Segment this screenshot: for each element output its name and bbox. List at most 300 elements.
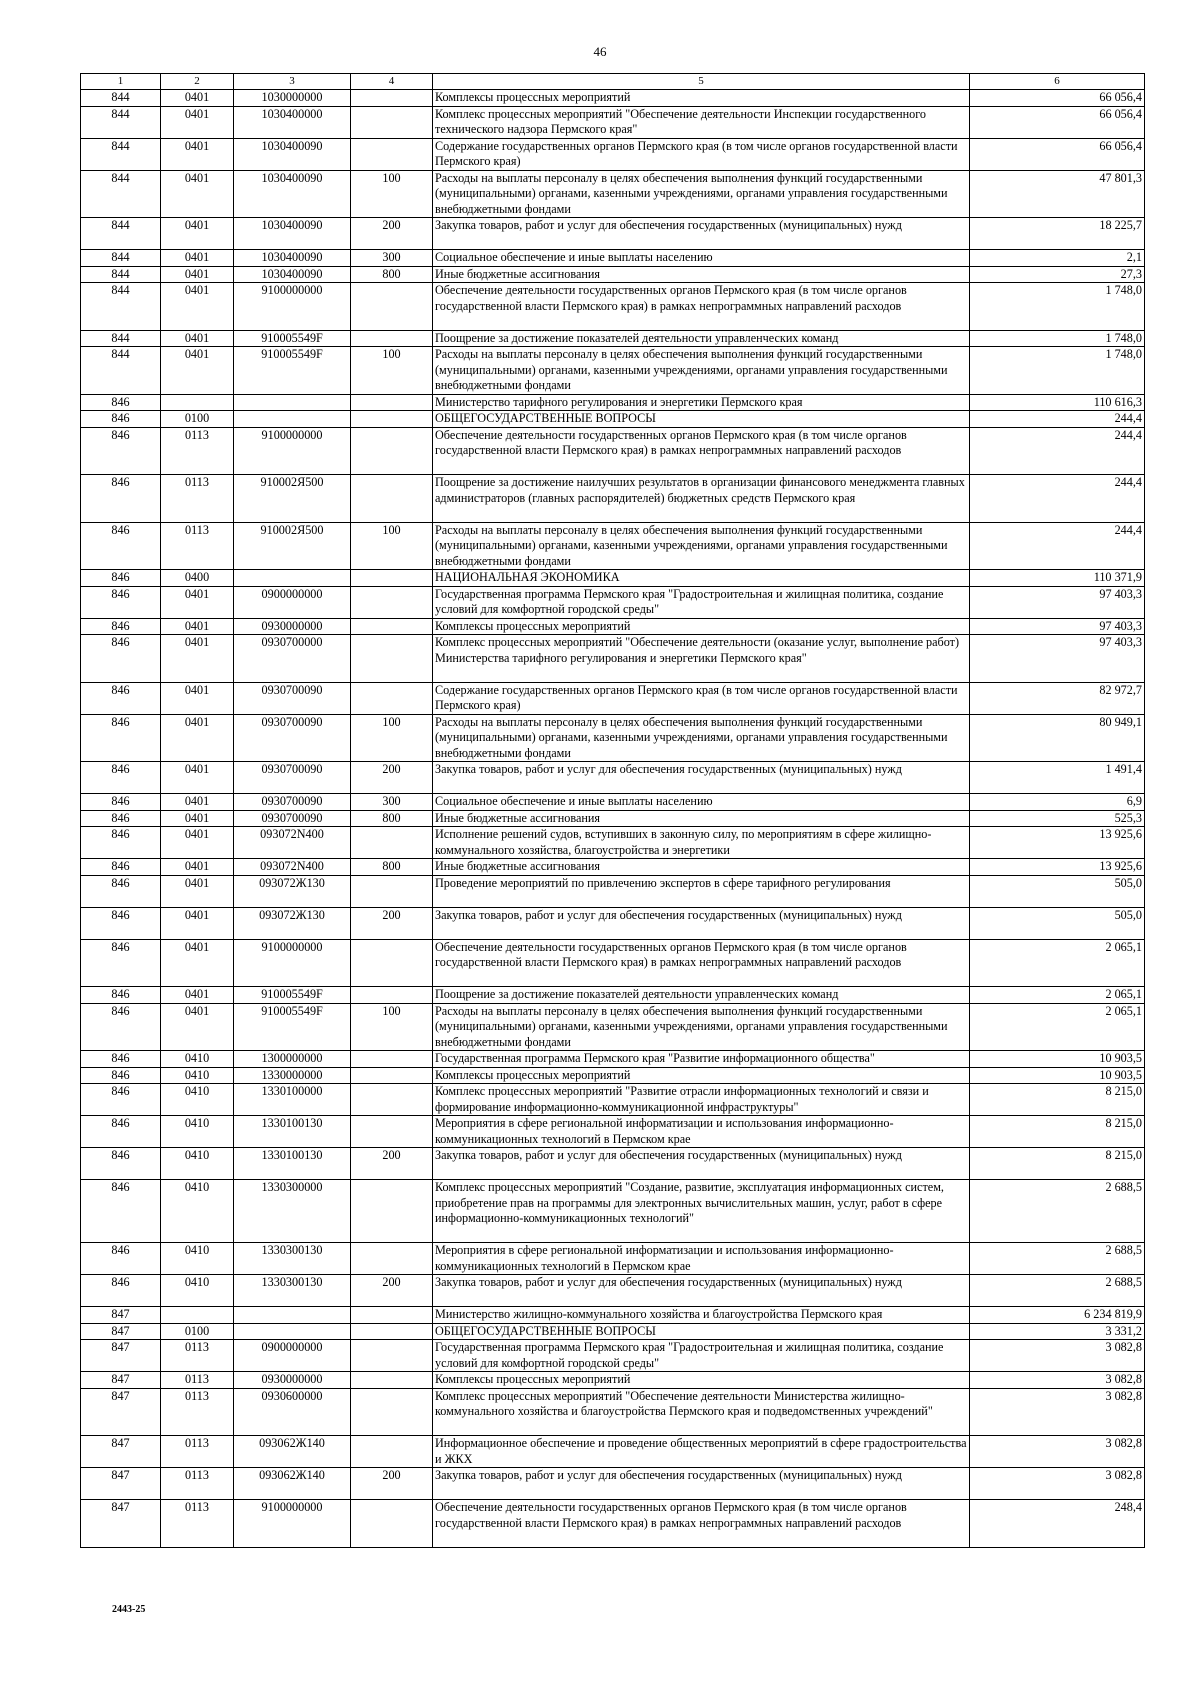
amount-cell: 3 331,2 [970, 1323, 1145, 1340]
description-cell: Содержание государственных органов Пермского края (в том числе органов государственной власти Пермского края) [433, 682, 970, 714]
target-article-cell: 0930700090 [234, 810, 351, 827]
section-code-cell: 0401 [161, 90, 234, 107]
description-cell: Комплекс процессных мероприятий "Обеспечение деятельности Инспекции государственного технического надзора Пермского края" [433, 106, 970, 138]
description-cell: Поощрение за достижение показателей деятельности управленческих команд [433, 330, 970, 347]
expense-type-cell [351, 1323, 433, 1340]
ministry-code-cell: 846 [81, 810, 161, 827]
ministry-code-cell: 846 [81, 522, 161, 570]
target-article-cell: 1030400090 [234, 138, 351, 170]
expense-type-cell: 100 [351, 347, 433, 395]
section-code-cell: 0401 [161, 907, 234, 939]
section-code-cell: 0401 [161, 682, 234, 714]
amount-cell: 2 688,5 [970, 1243, 1145, 1275]
section-code-cell: 0401 [161, 859, 234, 876]
expense-type-cell [351, 586, 433, 618]
amount-cell: 13 925,6 [970, 859, 1145, 876]
target-article-cell: 093062Ж140 [234, 1436, 351, 1468]
ministry-code-cell: 846 [81, 475, 161, 523]
amount-cell: 13 925,6 [970, 827, 1145, 859]
expense-type-cell [351, 1340, 433, 1372]
target-article-cell: 1030400090 [234, 170, 351, 218]
expense-type-cell [351, 1051, 433, 1068]
target-article-cell: 9100000000 [234, 1500, 351, 1548]
description-cell: НАЦИОНАЛЬНАЯ ЭКОНОМИКА [433, 570, 970, 587]
ministry-code-cell: 846 [81, 762, 161, 794]
description-cell: Мероприятия в сфере региональной информатизации и использования информационно-коммуникационных технологий в Пермском крае [433, 1116, 970, 1148]
description-cell: Поощрение за достижение наилучших результатов в организации финансового менеджмента главных администраторов (главных распорядителей) бюджетных средств Пермского края [433, 475, 970, 523]
table-row [81, 1340, 1145, 1372]
header-cell-6: 6 [970, 74, 1145, 90]
section-code-cell: 0401 [161, 266, 234, 283]
description-cell: Обеспечение деятельности государственных органов Пермского края (в том числе органов государственной власти Пермского края) в рамках непрограммных направлений расходов [433, 939, 970, 987]
expense-type-cell: 800 [351, 810, 433, 827]
amount-cell: 244,4 [970, 411, 1145, 428]
section-code-cell: 0401 [161, 106, 234, 138]
section-code-cell: 0401 [161, 347, 234, 395]
expense-type-cell [351, 1500, 433, 1548]
expense-type-cell: 200 [351, 907, 433, 939]
target-article-cell: 1030400000 [234, 106, 351, 138]
expense-type-cell [351, 682, 433, 714]
target-article-cell: 1330300130 [234, 1275, 351, 1307]
amount-cell: 8 215,0 [970, 1116, 1145, 1148]
expense-type-cell [351, 475, 433, 523]
target-article-cell: 093072N400 [234, 859, 351, 876]
description-cell: Обеспечение деятельности государственных органов Пермского края (в том числе органов государственной власти Пермского края) в рамках непрограммных направлений расходов [433, 427, 970, 475]
section-code-cell: 0401 [161, 218, 234, 250]
section-code-cell: 0401 [161, 635, 234, 683]
amount-cell: 6 234 819,9 [970, 1307, 1145, 1324]
description-cell: Закупка товаров, работ и услуг для обеспечения государственных (муниципальных) нужд [433, 1275, 970, 1307]
description-cell: Комплекс процессных мероприятий "Обеспечение деятельности (оказание услуг, выполнение работ) Министерства тарифного регулирования и энергетики Пермского края" [433, 635, 970, 683]
ministry-code-cell: 844 [81, 106, 161, 138]
ministry-code-cell: 844 [81, 266, 161, 283]
table-row [81, 810, 1145, 827]
ministry-code-cell: 844 [81, 330, 161, 347]
expense-type-cell [351, 635, 433, 683]
description-cell: Закупка товаров, работ и услуг для обеспечения государственных (муниципальных) нужд [433, 1148, 970, 1180]
section-code-cell: 0113 [161, 1340, 234, 1372]
description-cell: Расходы на выплаты персоналу в целях обеспечения выполнения функций государственными (муниципальными) органами, казенными учреждениями, органами управления государственными внебюджетными фондами [433, 714, 970, 762]
section-code-cell: 0410 [161, 1051, 234, 1068]
expense-type-cell [351, 283, 433, 331]
table-row [81, 411, 1145, 428]
amount-cell: 2 688,5 [970, 1180, 1145, 1243]
ministry-code-cell: 846 [81, 827, 161, 859]
table-row [81, 1051, 1145, 1068]
expense-type-cell [351, 330, 433, 347]
expense-type-cell [351, 1243, 433, 1275]
section-code-cell: 0113 [161, 475, 234, 523]
amount-cell: 3 082,8 [970, 1436, 1145, 1468]
table-row [81, 1116, 1145, 1148]
amount-cell: 3 082,8 [970, 1372, 1145, 1389]
table-row [81, 106, 1145, 138]
description-cell: Комплекс процессных мероприятий "Развитие отрасли информационных технологий и связи и формирование информационно-коммуникационной инфраструктуры" [433, 1084, 970, 1116]
description-cell: Иные бюджетные ассигнования [433, 266, 970, 283]
amount-cell: 110 616,3 [970, 394, 1145, 411]
description-cell: Закупка товаров, работ и услуг для обеспечения государственных (муниципальных) нужд [433, 218, 970, 250]
target-article-cell: 1330300130 [234, 1243, 351, 1275]
target-article-cell: 1300000000 [234, 1051, 351, 1068]
amount-cell: 97 403,3 [970, 618, 1145, 635]
table-row [81, 1067, 1145, 1084]
target-article-cell [234, 1323, 351, 1340]
section-code-cell: 0410 [161, 1275, 234, 1307]
target-article-cell [234, 411, 351, 428]
section-code-cell: 0401 [161, 618, 234, 635]
expense-type-cell [351, 875, 433, 907]
expense-type-cell [351, 1388, 433, 1436]
amount-cell: 244,4 [970, 475, 1145, 523]
section-code-cell: 0401 [161, 250, 234, 267]
ministry-code-cell: 846 [81, 394, 161, 411]
ministry-code-cell: 847 [81, 1340, 161, 1372]
ministry-code-cell: 844 [81, 138, 161, 170]
target-article-cell: 0930700000 [234, 635, 351, 683]
footer-code: 2443-25 [112, 1604, 146, 1615]
table-row [81, 907, 1145, 939]
amount-cell: 244,4 [970, 427, 1145, 475]
ministry-code-cell: 846 [81, 939, 161, 987]
target-article-cell: 0900000000 [234, 586, 351, 618]
section-code-cell: 0113 [161, 427, 234, 475]
table-row [81, 1084, 1145, 1116]
expense-type-cell [351, 1180, 433, 1243]
ministry-code-cell: 846 [81, 586, 161, 618]
description-cell: Социальное обеспечение и иные выплаты населению [433, 794, 970, 811]
table-row [81, 1500, 1145, 1548]
amount-cell: 6,9 [970, 794, 1145, 811]
description-cell: Комплексы процессных мероприятий [433, 618, 970, 635]
table-row [81, 987, 1145, 1004]
target-article-cell: 0900000000 [234, 1340, 351, 1372]
section-code-cell: 0113 [161, 1500, 234, 1548]
ministry-code-cell: 846 [81, 682, 161, 714]
amount-cell: 97 403,3 [970, 635, 1145, 683]
target-article-cell: 093072N400 [234, 827, 351, 859]
section-code-cell: 0401 [161, 138, 234, 170]
target-article-cell: 910005549F [234, 347, 351, 395]
expense-type-cell: 200 [351, 762, 433, 794]
target-article-cell: 1330300000 [234, 1180, 351, 1243]
table-row [81, 682, 1145, 714]
expense-type-cell [351, 987, 433, 1004]
section-code-cell: 0401 [161, 586, 234, 618]
table-row [81, 570, 1145, 587]
target-article-cell: 1030400090 [234, 266, 351, 283]
amount-cell: 18 225,7 [970, 218, 1145, 250]
section-code-cell: 0410 [161, 1084, 234, 1116]
table-row [81, 635, 1145, 683]
ministry-code-cell: 846 [81, 1067, 161, 1084]
ministry-code-cell: 846 [81, 427, 161, 475]
description-cell: Обеспечение деятельности государственных органов Пермского края (в том числе органов государственной власти Пермского края) в рамках непрограммных направлений расходов [433, 283, 970, 331]
expense-type-cell: 200 [351, 1148, 433, 1180]
table-row [81, 266, 1145, 283]
expense-type-cell [351, 411, 433, 428]
description-cell: Комплекс процессных мероприятий "Обеспечение деятельности Министерства жилищно-коммунального хозяйства и благоустройства Пермского края и подведомственных учреждений" [433, 1388, 970, 1436]
amount-cell: 1 748,0 [970, 283, 1145, 331]
header-cell-2: 2 [161, 74, 234, 90]
section-code-cell: 0410 [161, 1116, 234, 1148]
ministry-code-cell: 844 [81, 347, 161, 395]
target-article-cell: 0930700090 [234, 714, 351, 762]
section-code-cell: 0401 [161, 170, 234, 218]
target-article-cell: 093072Ж130 [234, 875, 351, 907]
header-cell-4: 4 [351, 74, 433, 90]
table-row [81, 1003, 1145, 1051]
ministry-code-cell: 847 [81, 1307, 161, 1324]
target-article-cell: 093062Ж140 [234, 1468, 351, 1500]
ministry-code-cell: 846 [81, 1084, 161, 1116]
ministry-code-cell: 846 [81, 570, 161, 587]
table-row [81, 347, 1145, 395]
ministry-code-cell: 846 [81, 987, 161, 1004]
table-row [81, 714, 1145, 762]
amount-cell: 66 056,4 [970, 138, 1145, 170]
target-article-cell: 9100000000 [234, 427, 351, 475]
amount-cell: 505,0 [970, 907, 1145, 939]
expense-type-cell [351, 1116, 433, 1148]
target-article-cell: 0930700090 [234, 682, 351, 714]
section-code-cell: 0401 [161, 283, 234, 331]
table-row [81, 1180, 1145, 1243]
amount-cell: 10 903,5 [970, 1051, 1145, 1068]
expense-type-cell [351, 138, 433, 170]
ministry-code-cell: 844 [81, 250, 161, 267]
expense-type-cell: 100 [351, 170, 433, 218]
description-cell: Комплексы процессных мероприятий [433, 90, 970, 107]
description-cell: Расходы на выплаты персоналу в целях обеспечения выполнения функций государственными (муниципальными) органами, казенными учреждениями, органами управления государственными внебюджетными фондами [433, 522, 970, 570]
section-code-cell: 0401 [161, 810, 234, 827]
section-code-cell: 0401 [161, 762, 234, 794]
section-code-cell: 0401 [161, 1003, 234, 1051]
table-row [81, 586, 1145, 618]
expense-type-cell [351, 427, 433, 475]
expense-type-cell [351, 1067, 433, 1084]
amount-cell: 1 748,0 [970, 330, 1145, 347]
target-article-cell: 0930000000 [234, 1372, 351, 1389]
description-cell: Мероприятия в сфере региональной информатизации и использования информационно-коммуникационных технологий в Пермском крае [433, 1243, 970, 1275]
table-row [81, 1372, 1145, 1389]
description-cell: Министерство тарифного регулирования и энергетики Пермского края [433, 394, 970, 411]
table-row [81, 1148, 1145, 1180]
description-cell: Комплекс процессных мероприятий "Создание, развитие, эксплуатация информационных систем, приобретение прав на программы для электронных вычислительных машин, услуг, работ в сфере информационно-коммуникационных технологий" [433, 1180, 970, 1243]
description-cell: Содержание государственных органов Пермского края (в том числе органов государственной власти Пермского края) [433, 138, 970, 170]
section-code-cell: 0113 [161, 1436, 234, 1468]
expense-type-cell: 800 [351, 266, 433, 283]
target-article-cell [234, 394, 351, 411]
ministry-code-cell: 846 [81, 618, 161, 635]
expense-type-cell [351, 90, 433, 107]
target-article-cell [234, 570, 351, 587]
description-cell: Социальное обеспечение и иные выплаты населению [433, 250, 970, 267]
table-row [81, 618, 1145, 635]
description-cell: Расходы на выплаты персоналу в целях обеспечения выполнения функций государственными (муниципальными) органами, казенными учреждениями, органами управления государственными внебюджетными фондами [433, 170, 970, 218]
description-cell: ОБЩЕГОСУДАРСТВЕННЫЕ ВОПРОСЫ [433, 1323, 970, 1340]
table-row [81, 827, 1145, 859]
ministry-code-cell: 847 [81, 1500, 161, 1548]
amount-cell: 8 215,0 [970, 1148, 1145, 1180]
expense-type-cell: 200 [351, 1468, 433, 1500]
amount-cell: 244,4 [970, 522, 1145, 570]
section-code-cell: 0401 [161, 875, 234, 907]
table-row [81, 1243, 1145, 1275]
section-code-cell: 0113 [161, 1372, 234, 1389]
expense-type-cell: 200 [351, 218, 433, 250]
table-row [81, 1307, 1145, 1324]
expense-type-cell: 100 [351, 714, 433, 762]
target-article-cell: 910005549F [234, 1003, 351, 1051]
target-article-cell: 1330100000 [234, 1084, 351, 1116]
description-cell: Поощрение за достижение показателей деятельности управленческих команд [433, 987, 970, 1004]
ministry-code-cell: 844 [81, 218, 161, 250]
budget-table [80, 73, 1145, 1548]
section-code-cell: 0401 [161, 330, 234, 347]
table-row [81, 138, 1145, 170]
target-article-cell: 1030000000 [234, 90, 351, 107]
table-row [81, 1468, 1145, 1500]
section-code-cell: 0400 [161, 570, 234, 587]
expense-type-cell [351, 1372, 433, 1389]
ministry-code-cell: 847 [81, 1468, 161, 1500]
target-article-cell: 1330000000 [234, 1067, 351, 1084]
ministry-code-cell: 846 [81, 1180, 161, 1243]
amount-cell: 248,4 [970, 1500, 1145, 1548]
description-cell: Исполнение решений судов, вступивших в законную силу, по мероприятиям в сфере жилищно-коммунального хозяйства, благоустройства и энергетики [433, 827, 970, 859]
table-row [81, 170, 1145, 218]
amount-cell: 2,1 [970, 250, 1145, 267]
target-article-cell: 910005549F [234, 330, 351, 347]
amount-cell: 3 082,8 [970, 1388, 1145, 1436]
target-article-cell: 9100000000 [234, 283, 351, 331]
amount-cell: 110 371,9 [970, 570, 1145, 587]
description-cell: Комплексы процессных мероприятий [433, 1372, 970, 1389]
target-article-cell: 1030400090 [234, 218, 351, 250]
ministry-code-cell: 847 [81, 1372, 161, 1389]
ministry-code-cell: 846 [81, 875, 161, 907]
description-cell: Комплексы процессных мероприятий [433, 1067, 970, 1084]
amount-cell: 2 065,1 [970, 939, 1145, 987]
description-cell: Закупка товаров, работ и услуг для обеспечения государственных (муниципальных) нужд [433, 907, 970, 939]
table-row [81, 475, 1145, 523]
target-article-cell [234, 1307, 351, 1324]
ministry-code-cell: 846 [81, 907, 161, 939]
table-row [81, 218, 1145, 250]
amount-cell: 80 949,1 [970, 714, 1145, 762]
amount-cell: 1 748,0 [970, 347, 1145, 395]
table-row [81, 875, 1145, 907]
section-code-cell: 0113 [161, 1468, 234, 1500]
table-row [81, 330, 1145, 347]
table-header-row [81, 74, 1145, 90]
expense-type-cell [351, 1307, 433, 1324]
section-code-cell: 0410 [161, 1180, 234, 1243]
description-cell: Расходы на выплаты персоналу в целях обеспечения выполнения функций государственными (муниципальными) органами, казенными учреждениями, органами управления государственными внебюджетными фондами [433, 347, 970, 395]
expense-type-cell: 200 [351, 1275, 433, 1307]
description-cell: Проведение мероприятий по привлечению экспертов в сфере тарифного регулирования [433, 875, 970, 907]
ministry-code-cell: 846 [81, 635, 161, 683]
target-article-cell: 0930600000 [234, 1388, 351, 1436]
description-cell: Информационное обеспечение и проведение общественных мероприятий в сфере градостроительства и ЖКХ [433, 1436, 970, 1468]
description-cell: Государственная программа Пермского края "Развитие информационного общества" [433, 1051, 970, 1068]
header-cell-1: 1 [81, 74, 161, 90]
ministry-code-cell: 846 [81, 1116, 161, 1148]
table-row [81, 794, 1145, 811]
amount-cell: 3 082,8 [970, 1340, 1145, 1372]
ministry-code-cell: 847 [81, 1323, 161, 1340]
table-row [81, 90, 1145, 107]
description-cell: Закупка товаров, работ и услуг для обеспечения государственных (муниципальных) нужд [433, 762, 970, 794]
amount-cell: 505,0 [970, 875, 1145, 907]
ministry-code-cell: 846 [81, 1003, 161, 1051]
page-number: 46 [593, 44, 607, 59]
amount-cell: 2 065,1 [970, 987, 1145, 1004]
table-row [81, 859, 1145, 876]
expense-type-cell: 800 [351, 859, 433, 876]
ministry-code-cell: 846 [81, 859, 161, 876]
amount-cell: 2 688,5 [970, 1275, 1145, 1307]
amount-cell: 8 215,0 [970, 1084, 1145, 1116]
section-code-cell: 0100 [161, 411, 234, 428]
target-article-cell: 1330100130 [234, 1116, 351, 1148]
amount-cell: 2 065,1 [970, 1003, 1145, 1051]
expense-type-cell [351, 106, 433, 138]
description-cell: Иные бюджетные ассигнования [433, 859, 970, 876]
table-row [81, 283, 1145, 331]
section-code-cell: 0401 [161, 714, 234, 762]
description-cell: Расходы на выплаты персоналу в целях обеспечения выполнения функций государственными (муниципальными) органами, казенными учреждениями, органами управления государственными внебюджетными фондами [433, 1003, 970, 1051]
expense-type-cell [351, 570, 433, 587]
amount-cell: 66 056,4 [970, 106, 1145, 138]
target-article-cell: 093072Ж130 [234, 907, 351, 939]
description-cell: Закупка товаров, работ и услуг для обеспечения государственных (муниципальных) нужд [433, 1468, 970, 1500]
amount-cell: 1 491,4 [970, 762, 1145, 794]
table-row [81, 762, 1145, 794]
expense-type-cell [351, 394, 433, 411]
description-cell: ОБЩЕГОСУДАРСТВЕННЫЕ ВОПРОСЫ [433, 411, 970, 428]
ministry-code-cell: 846 [81, 1148, 161, 1180]
ministry-code-cell: 844 [81, 170, 161, 218]
target-article-cell: 0930700090 [234, 762, 351, 794]
expense-type-cell [351, 1084, 433, 1116]
table-row [81, 522, 1145, 570]
amount-cell: 10 903,5 [970, 1067, 1145, 1084]
section-code-cell: 0113 [161, 1388, 234, 1436]
target-article-cell: 910005549F [234, 987, 351, 1004]
table-row [81, 394, 1145, 411]
section-code-cell: 0410 [161, 1067, 234, 1084]
ministry-code-cell: 844 [81, 283, 161, 331]
target-article-cell: 1030400090 [234, 250, 351, 267]
section-code-cell [161, 394, 234, 411]
header-cell-5: 5 [433, 74, 970, 90]
amount-cell: 3 082,8 [970, 1468, 1145, 1500]
expense-type-cell: 300 [351, 250, 433, 267]
description-cell: Государственная программа Пермского края "Градостроительная и жилищная политика, создание условий для комфортной городской среды" [433, 1340, 970, 1372]
table-row [81, 427, 1145, 475]
ministry-code-cell: 847 [81, 1436, 161, 1468]
section-code-cell: 0401 [161, 939, 234, 987]
ministry-code-cell: 847 [81, 1388, 161, 1436]
section-code-cell: 0100 [161, 1323, 234, 1340]
section-code-cell: 0401 [161, 794, 234, 811]
section-code-cell [161, 1307, 234, 1324]
ministry-code-cell: 846 [81, 1275, 161, 1307]
expense-type-cell: 100 [351, 522, 433, 570]
amount-cell: 82 972,7 [970, 682, 1145, 714]
